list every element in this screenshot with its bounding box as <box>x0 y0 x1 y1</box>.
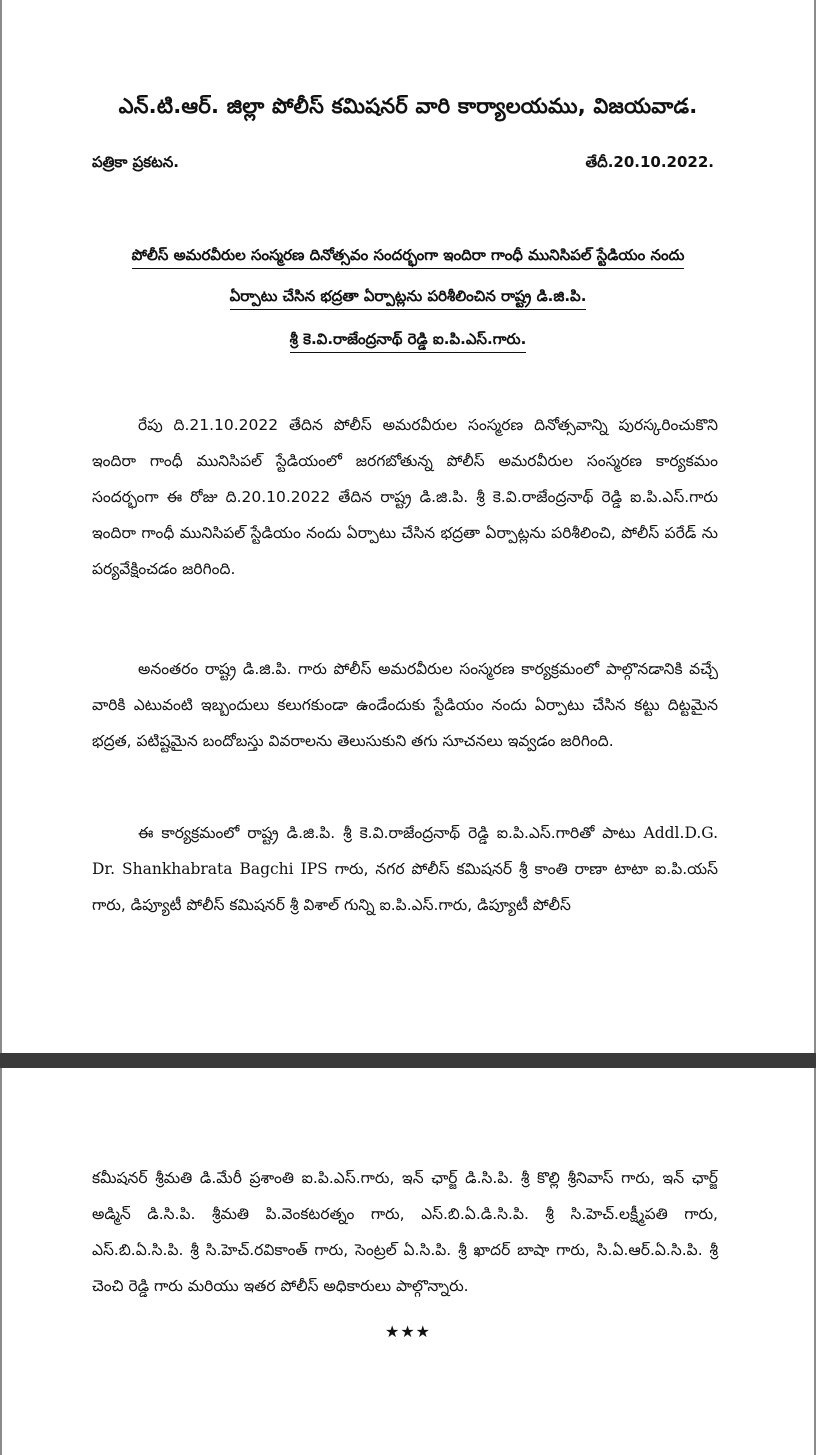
subheading-text-2: ఏర్పాటు చేసిన భద్రతా ఏర్పాట్లను పరిశీలించిన రాష్ట్ర డి.జి.పి. <box>230 287 587 310</box>
subheading-text-3: శ్రీ కె.వి.రాజేంద్రనాథ్ రెడ్డి ఐ.పి.ఎస్.గారు. <box>290 330 527 353</box>
paragraph-2: అనంతరం రాష్ట్ర డి.జి.పి. గారు పోలీస్ అమరవీరుల సంస్మరణ కార్యక్రమంలో పాల్గొనడానికి వచ్చే వారికి ఎటువంటి ఇబ్బందులు కలుగకుండా ఉండేందుకు స్టేడియం నందు ఏర్పాటు చేసిన కట్టు దిట్టమైన భద్రత, పటిష్టమైన బందోబస్తు వివరాలను తెలుసుకుని తగు సూచనలు ఇవ్వడం జరిగింది. <box>92 660 718 750</box>
release-date: తేదీ.20.10.2022. <box>585 153 714 171</box>
paragraph-3-line-1: ఈ కార్యక్రమంలో రాష్ట్ర డి.జి.పి. శ్రీ కె.వి.రాజేంద్రనాథ్ రెడ్డి ఐ.పి.ఎస్.గారితో పాటు <box>138 824 636 842</box>
page-break-bar <box>0 1053 816 1068</box>
subheading-line-2 <box>0 287 816 309</box>
press-release-label: పత్రికా ప్రకటన. <box>92 153 179 171</box>
subheading-line-1 <box>0 246 816 268</box>
subheading-line-3 <box>0 330 816 352</box>
end-stars: ★★★ <box>384 1322 432 1341</box>
page-left-edge <box>0 0 2 1455</box>
paragraph-3-english-name: Addl.D.G. Dr. Shankhabrata Bagchi IPS <box>92 824 718 878</box>
office-title: ఎన్.టి.ఆర్. జిల్లా పోలీస్ కమిషనర్ వారి కార్యాలయము, విజయవాడ. <box>118 94 698 118</box>
paragraph-3-rest: గారు, నగర పోలీస్ కమిషనర్ శ్రీ కాంతి రాణా టాటా ఐ.పి.యస్ గారు, డిప్యూటీ పోలీస్ కమిషనర్ శ్రీ విశాల్ గున్ని ఐ.పి.ఎస్.గారు, డిప్యూటీ పోలీస్ <box>92 860 719 914</box>
paragraph-3-continued: కమీషనర్ శ్రీమతి డి.మేరీ ప్రశాంతి ఐ.పి.ఎస్.గారు, ఇన్ ఛార్జ్ డి.సి.పి. శ్రీ కొల్లి శ్రీనివాస్ గారు, ఇన్ ఛార్జ్ అడ్మిన్ డి.సి.పి. శ్రీమతి పి.వెంకటరత్నం గారు, ఎస్.బి.ఏ.డి.సి.పి. శ్రీ సి.హెచ్.లక్ష్మీపతి గారు, ఎస్.బి.ఏ.సి.పి. శ్రీ సి.హెచ్.రవికాంత్ గారు, సెంట్రల్ ఏ.సి.పి. శ్రీ ఖాదర్ బాషా గారు, సి.ఏ.ఆర్.ఏ.సి.పి. శ్రీ చెంచి రెడ్డి గారు మరియు ఇతర పోలీస్ అధికారులు పాల్గొన్నారు. <box>92 1169 718 1295</box>
paragraph-1: రేపు ది.21.10.2022 తేదిన పోలీస్ అమరవీరుల సంస్మరణ దినోత్సవాన్ని పురస్కరించుకొని ఇందిరా గాంధీ మునిసిపల్ స్టేడియంలో జరగబోతున్న పోలీస్ అమరవీరుల సంస్మరణ కార్యకమం సందర్భంగా ఈ రోజు ది.20.10.2022 తేదిన రాష్ట్ర డి.జి.పి. శ్రీ కె.వి.రాజేంద్రనాథ్ రెడ్డి ఐ.పి.ఎస్.గారు ఇందిరా గాంధీ మునిసిపల్ స్టేడియం నందు ఏర్పాటు చేసిన భద్రతా ఏర్పాట్లను పరిశీలించి, పోలీస్ పరేడ్ ను పర్యవేక్షించడం జరిగింది. <box>92 416 718 578</box>
subheading-text-1: పోలీస్ అమరవీరుల సంస్మరణ దినోత్సవం సందర్భంగా ఇందిరా గాంధీ మునిసిపల్ స్టేడియం నందు <box>132 246 685 269</box>
paragraph-3 <box>92 815 718 923</box>
